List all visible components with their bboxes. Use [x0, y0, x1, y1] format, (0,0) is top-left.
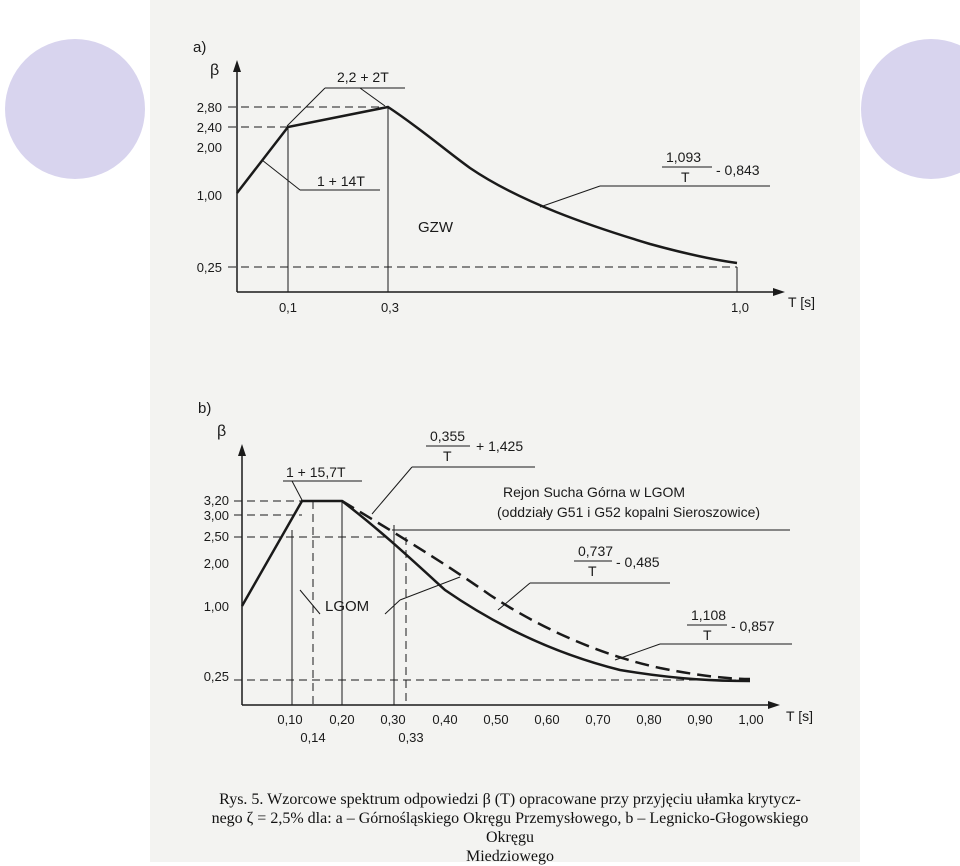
panel-b-xtick-label: 0,50	[483, 712, 509, 727]
panel-b-rise-leader	[292, 481, 302, 500]
panel-b-xtick-label: 1,00	[738, 712, 764, 727]
panel-b-spectrum-dashed-line	[342, 501, 750, 679]
panel-b-low-leader	[615, 644, 660, 660]
panel-a-ytick-label: 0,25	[196, 260, 222, 275]
panel-b-region-title-2: (oddziały G51 i G52 kopalni Sieroszowice)	[497, 504, 761, 520]
panel-b-ytick-label: 2,50	[203, 529, 229, 544]
panel-b	[198, 400, 813, 745]
panel-a-ytick-label: 2,80	[196, 100, 222, 115]
panel-a-decay-leader	[540, 186, 600, 207]
panel-b-mid-leader	[498, 583, 530, 610]
panel-b-region-leader	[400, 577, 460, 600]
caption-line-3: Miedziowego	[466, 848, 554, 865]
panel-a-decay-denominator: T	[681, 169, 690, 185]
panel-b-xtick-label: 0,90	[687, 712, 713, 727]
panel-b-mid-numerator: 0,737	[578, 543, 614, 559]
panel-b-mid-denominator: T	[588, 563, 597, 579]
panel-a-decay-numerator: 1,093	[666, 149, 702, 165]
panel-b-xtick-label: 0,30	[380, 712, 406, 727]
panel-b-xtick-label: 0,60	[534, 712, 560, 727]
panel-b-x-arrow	[768, 701, 780, 709]
panel-b-spectrum-solid-line	[242, 501, 750, 681]
panel-a-x-label: T [s]	[788, 294, 815, 310]
panel-b-top-denominator: T	[443, 448, 452, 464]
panel-a-ytick-label: 2,00	[196, 140, 222, 155]
panel-b-ytick-label: 2,00	[203, 556, 229, 571]
panel-b-top-rest: + 1,425	[476, 438, 524, 454]
panel-a-x-arrow	[773, 288, 785, 296]
panel-b-xtick-label: 0,20	[329, 712, 355, 727]
panel-b-rise-formula: 1 + 15,7T	[286, 464, 346, 480]
panel-b-label: b)	[198, 400, 212, 417]
panel-b-xtick-label: 0,70	[585, 712, 611, 727]
panel-b-region-title-1: Rejon Sucha Górna w LGOM	[503, 484, 686, 500]
caption-line-2: nego ζ = 2,5% dla: a – Górnośląskiego Okręgu Przemysłowego, b – Legnicko-Głogowskiego Okręgu	[211, 810, 809, 846]
panel-b-region-leader	[385, 600, 400, 614]
panel-a-xtick-label: 0,1	[278, 300, 298, 315]
panel-b-region-leader	[300, 590, 320, 614]
panel-b-ytick-label: 3,00	[203, 508, 229, 523]
panel-a-y-arrow	[233, 60, 241, 72]
panel-a-label: a)	[193, 39, 207, 56]
panel-b-xtick-label: 0,40	[432, 712, 458, 727]
panel-a-rise-formula: 1 + 14T	[317, 173, 365, 189]
caption-line-1: Rys. 5. Wzorcowe spektrum odpowiedzi β (T) opracowane przy przyjęciu ułamka krytycz-	[219, 791, 801, 808]
panel-a-y-label: β	[210, 62, 220, 79]
panel-b-y-arrow	[238, 444, 246, 456]
panel-a-xtick-label: 1,0	[730, 300, 750, 315]
panel-a-ytick-label: 2,40	[196, 120, 222, 135]
panel-a-plateau-leader	[360, 88, 385, 106]
panel-b-y-label: β	[217, 423, 227, 440]
panel-b-mid-rest: - 0,485	[616, 554, 660, 570]
panel-b-xtick-label: 0,80	[636, 712, 662, 727]
panel-b-low-denominator: T	[703, 627, 712, 643]
panel-a-spectrum-line	[237, 107, 737, 263]
panel-b-top-numerator: 0,355	[430, 428, 466, 444]
panel-a	[193, 39, 815, 315]
panel-b-low-numerator: 1,108	[691, 607, 727, 623]
panel-b-low-rest: - 0,857	[731, 618, 775, 634]
panel-b-xtick-extra-label: 0,33	[398, 730, 424, 745]
panel-a-decay-rest: - 0,843	[716, 162, 760, 178]
panel-a-xtick-label: 0,3	[380, 300, 400, 315]
panel-b-ytick-label: 0,25	[203, 669, 229, 684]
panel-b-ytick-label: 1,00	[203, 599, 229, 614]
figure-caption	[190, 790, 830, 866]
panel-b-top-leader	[372, 467, 412, 514]
panel-a-rise-leader	[262, 160, 300, 190]
panel-a-region-label: GZW	[418, 219, 453, 236]
panel-a-guides	[228, 107, 737, 267]
panel-b-ytick-label: 3,20	[203, 493, 229, 508]
panel-b-xtick-label: 0,10	[277, 712, 303, 727]
panel-b-region-label: LGOM	[325, 598, 370, 615]
panel-a-ytick-label: 1,00	[196, 188, 222, 203]
panel-b-x-label: T [s]	[786, 708, 813, 724]
panel-a-plateau-formula: 2,2 + 2T	[337, 69, 389, 85]
panel-b-xtick-extra-label: 0,14	[300, 730, 326, 745]
